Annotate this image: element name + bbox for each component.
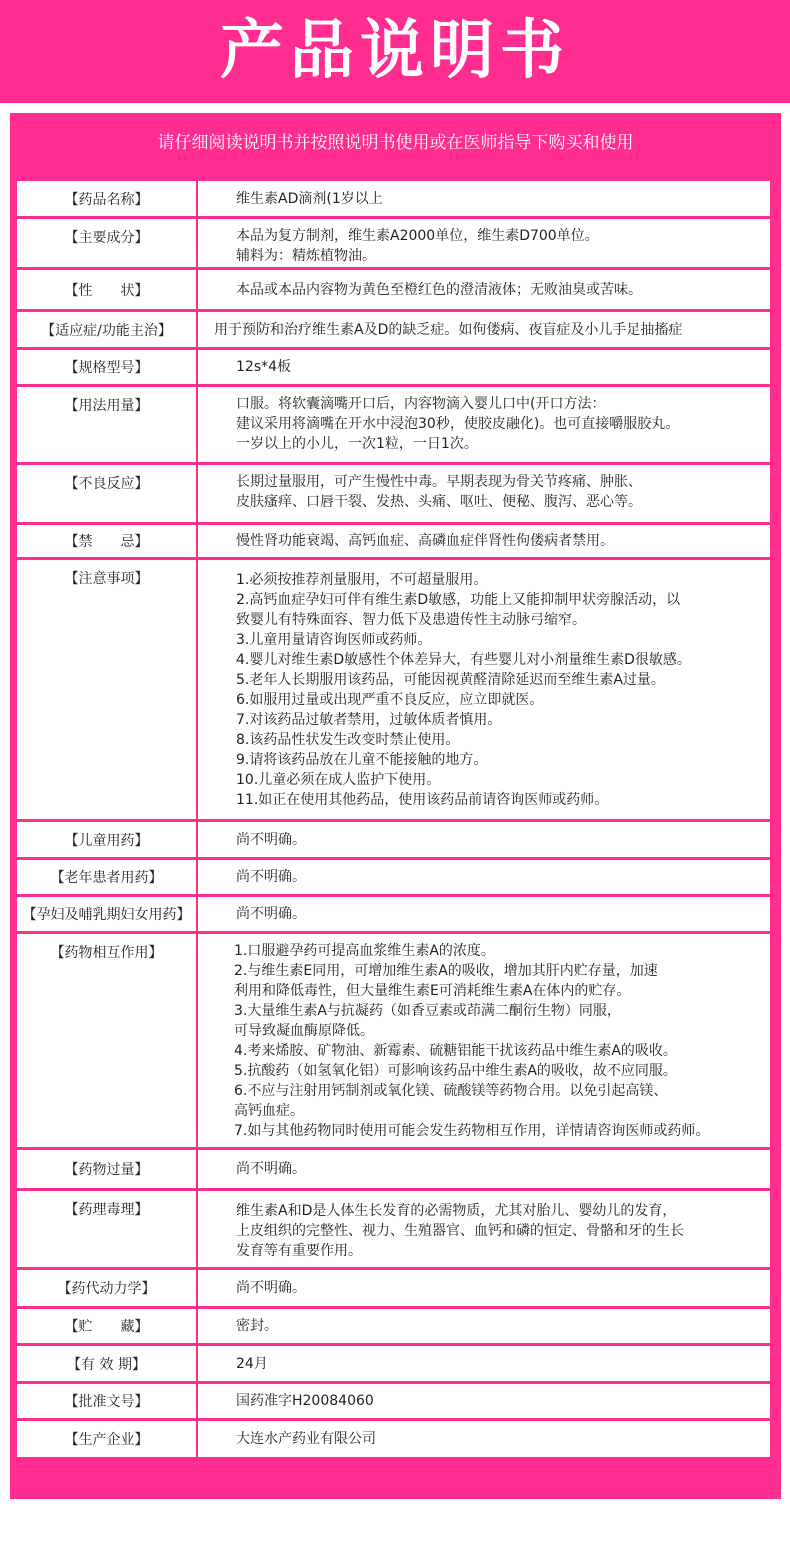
- row-value: 密封。: [236, 1318, 278, 1334]
- row-value: 大连水产药业有限公司: [236, 1431, 376, 1447]
- table-row: [17, 350, 770, 387]
- row-label: 【规格型号】: [17, 350, 198, 384]
- table-row: [17, 860, 770, 897]
- row-label: 【药理毒理】: [17, 1191, 198, 1267]
- table-row: [17, 219, 770, 270]
- table-row: [17, 1309, 770, 1346]
- table-row: [17, 822, 770, 860]
- table-row: [17, 312, 770, 350]
- table-row: [17, 1191, 770, 1270]
- row-label: 【贮 藏】: [17, 1309, 198, 1343]
- table-row: [17, 1384, 770, 1421]
- row-label: 【禁 忌】: [17, 525, 198, 557]
- row-label: 【老年患者用药】: [17, 860, 198, 894]
- row-label: 【生产企业】: [17, 1421, 198, 1457]
- row-value: 长期过量服用，可产生慢性中毒。早期表现为骨关节疼痛、肿胀、 皮肤瘙痒、口唇干裂、发热、头痛、呕吐、便秘、腹泻、恶心等。: [236, 474, 642, 510]
- table-row: [17, 387, 770, 465]
- row-value: 尚不明确。: [236, 831, 306, 848]
- row-value: 24月: [236, 1355, 268, 1372]
- row-label: 【适应症/功能主治】: [17, 312, 198, 347]
- table-row: [17, 897, 770, 934]
- table-row: [17, 525, 770, 560]
- row-label: 【用法用量】: [17, 387, 198, 462]
- table-row: [17, 1421, 770, 1457]
- row-value: 用于预防和治疗维生素A及D的缺乏症。如佝偻病、夜盲症及小儿手足抽搐症: [214, 321, 683, 338]
- row-label: 【注意事项】: [17, 560, 198, 819]
- table-row: [17, 1270, 770, 1309]
- row-value: 尚不明确。: [236, 869, 306, 885]
- row-label: 【批准文号】: [17, 1384, 198, 1418]
- row-value: 1.口服避孕药可提高血浆维生素A的浓度。 2.与维生素E同用，可增加维生素A的吸收，增加其肝内贮存量，加速 利用和降低毒性，但大量维生素E可消耗维生素A在体内的贮存。 3.大量维生素A与抗凝药（如香豆素或茚满二酮衍生物）同服， 可导致凝血酶原降低。 4.考来烯胺、矿物油、新霉素、硫糖铝能干扰该药品中维生素A的吸收。 5.抗酸药（如氢氧化铝）可影响该药品中维生素A的吸收，故不应同服。 6.不应与注射用钙制剂或氧化镁、硫酸镁等药物合用。以免引起高镁、 高钙血症。 7.如与其他药物同时使用可能会发生药物相互作用，详情请咨询医师或药师。: [234, 943, 710, 1139]
- row-label: 【药物相互作用】: [17, 934, 198, 1147]
- table-row: [17, 1346, 770, 1384]
- table-row: [17, 270, 770, 312]
- table-row: [17, 1150, 770, 1191]
- row-label: 【药物过量】: [17, 1150, 198, 1188]
- row-label: 【有 效 期】: [17, 1346, 198, 1381]
- row-value: 国药准字H20084060: [236, 1393, 374, 1409]
- row-label: 【主要成分】: [17, 219, 198, 267]
- row-value: 1.必须按推荐剂量服用，不可超量服用。 2.高钙血症孕妇可伴有维生素D敏感，功能上又能抑制甲状旁腺活动，以 致婴儿有特殊面容、智力低下及患遗传性主动脉弓缩窄。 3.儿童用量请咨询医师或药师。 4.婴儿对维生素D敏感性个体差异大，有些婴儿对小剂量维生素D很敏感。 5.老年人长期服用该药品，可能因视黄醛清除延迟而至维生素A过量。 6.如服用过量或出现严重不良反应，应立即就医。 7.对该药品过敏者禁用，过敏体质者慎用。 8.该药品性状发生改变时禁止使用。 9.请将该药品放在儿童不能接触的地方。 10.儿童必须在成人监护下使用。 11.如正在使用其他药品，使用该药品前请咨询医师或药师。: [236, 572, 691, 808]
- row-label: 【药代动力学】: [17, 1270, 198, 1306]
- table-row: [17, 560, 770, 822]
- row-label: 【不良反应】: [17, 465, 198, 522]
- row-value: 本品或本品内容物为黄色至橙红色的澄清液体；无败油臭或苦味。: [236, 281, 642, 298]
- row-value: 维生素A和D是人体生长发育的必需物质，尤其对胎儿、婴幼儿的发育， 上皮组织的完整性、视力、生殖器官、血钙和磷的恒定、骨骼和牙的生长 发育等有重要作用。: [236, 1203, 684, 1259]
- reading-notice: 请仔细阅读说明书并按照说明书使用或在医师指导下购买和使用: [157, 133, 634, 153]
- row-value: 尚不明确。: [236, 906, 306, 922]
- table-row: [17, 181, 770, 219]
- row-value: 本品为复方制剂，维生素A2000单位，维生素D700单位。 辅料为：精炼植物油。: [236, 228, 599, 264]
- row-label: 【儿童用药】: [17, 822, 198, 857]
- row-value: 口服。将软囊滴嘴开口后，内容物滴入婴儿口中(开口方法： 建议采用将滴嘴在开水中浸泡30秒，使胶皮融化)。也可直接嚼服胶丸。 一岁以上的小儿，一次1粒，一日1次。: [236, 396, 680, 452]
- instruction-table: [17, 181, 770, 1457]
- row-label: 【药品名称】: [17, 181, 198, 216]
- row-value: 12s*4板: [236, 359, 292, 375]
- page-title: 产品说明书: [220, 14, 570, 88]
- row-value: 尚不明确。: [236, 1161, 306, 1177]
- row-value: 慢性肾功能衰竭、高钙血症、高磷血症伴肾性佝偻病者禁用。: [236, 533, 614, 549]
- table-row: [17, 934, 770, 1150]
- row-value: 维生素AD滴剂(1岁以上: [236, 190, 383, 207]
- row-label: 【性 状】: [17, 270, 198, 309]
- table-row: [17, 465, 770, 525]
- row-value: 尚不明确。: [236, 1280, 306, 1296]
- row-label: 【孕妇及哺乳期妇女用药】: [17, 897, 198, 931]
